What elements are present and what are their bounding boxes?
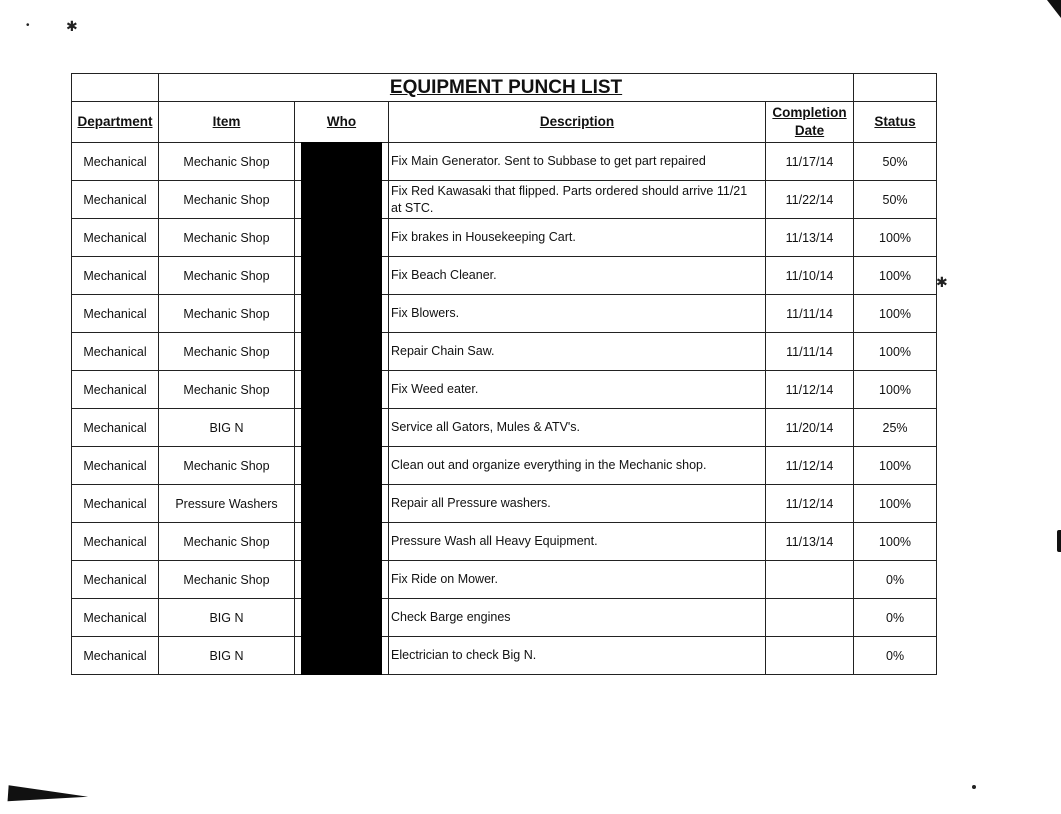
redaction-block bbox=[301, 446, 382, 485]
description-cell: Pressure Wash all Heavy Equipment. bbox=[389, 523, 766, 561]
department-cell: Mechanical bbox=[72, 561, 159, 599]
redaction-block bbox=[301, 370, 382, 409]
completion-date-cell: 11/12/14 bbox=[766, 447, 854, 485]
status-cell: 100% bbox=[854, 371, 937, 409]
status-cell: 100% bbox=[854, 219, 937, 257]
description-cell: Fix Red Kawasaki that flipped. Parts ordered should arrive 11/21 at STC. bbox=[389, 181, 766, 219]
redaction-block bbox=[301, 256, 382, 295]
completion-date-cell: 11/11/14 bbox=[766, 333, 854, 371]
item-cell: Mechanic Shop bbox=[159, 295, 295, 333]
scan-speck: ✱ bbox=[936, 274, 948, 290]
status-cell: 100% bbox=[854, 447, 937, 485]
scan-speck: • bbox=[26, 20, 30, 31]
title-blank-right bbox=[854, 74, 937, 102]
description-cell: Clean out and organize everything in the Mechanic shop. bbox=[389, 447, 766, 485]
who-cell bbox=[295, 599, 389, 637]
status-cell: 0% bbox=[854, 599, 937, 637]
item-cell: Mechanic Shop bbox=[159, 333, 295, 371]
scan-corner-mark bbox=[1047, 0, 1061, 18]
table-row bbox=[72, 219, 937, 257]
who-cell bbox=[295, 181, 389, 219]
status-cell: 100% bbox=[854, 523, 937, 561]
scan-speck: ✱ bbox=[66, 18, 78, 34]
table-row bbox=[72, 295, 937, 333]
department-cell: Mechanical bbox=[72, 333, 159, 371]
who-cell bbox=[295, 447, 389, 485]
item-cell: Mechanic Shop bbox=[159, 257, 295, 295]
redaction-block bbox=[301, 294, 382, 333]
description-cell: Fix brakes in Housekeeping Cart. bbox=[389, 219, 766, 257]
description-cell: Fix Blowers. bbox=[389, 295, 766, 333]
item-cell: Mechanic Shop bbox=[159, 561, 295, 599]
punch-list-table bbox=[71, 73, 937, 675]
department-cell: Mechanical bbox=[72, 409, 159, 447]
status-cell: 25% bbox=[854, 409, 937, 447]
status-cell: 50% bbox=[854, 143, 937, 181]
status-cell: 100% bbox=[854, 295, 937, 333]
department-cell: Mechanical bbox=[72, 295, 159, 333]
title-row bbox=[72, 74, 937, 102]
table-row bbox=[72, 371, 937, 409]
redaction-block bbox=[301, 180, 382, 219]
header-who: Who bbox=[295, 102, 389, 143]
header-completion-line2: Date bbox=[794, 123, 825, 138]
table-row bbox=[72, 447, 937, 485]
item-cell: Mechanic Shop bbox=[159, 371, 295, 409]
header-department: Department bbox=[72, 102, 159, 143]
department-cell: Mechanical bbox=[72, 599, 159, 637]
item-cell: BIG N bbox=[159, 599, 295, 637]
completion-date-cell: 11/17/14 bbox=[766, 143, 854, 181]
status-cell: 0% bbox=[854, 637, 937, 675]
status-cell: 0% bbox=[854, 561, 937, 599]
redaction-block bbox=[301, 484, 382, 523]
title-blank-left bbox=[72, 74, 159, 102]
department-cell: Mechanical bbox=[72, 371, 159, 409]
description-cell: Fix Ride on Mower. bbox=[389, 561, 766, 599]
table-row bbox=[72, 599, 937, 637]
who-cell bbox=[295, 295, 389, 333]
redaction-block bbox=[301, 636, 382, 675]
item-cell: Mechanic Shop bbox=[159, 523, 295, 561]
table-row bbox=[72, 409, 937, 447]
department-cell: Mechanical bbox=[72, 447, 159, 485]
completion-date-cell: 11/10/14 bbox=[766, 257, 854, 295]
who-cell bbox=[295, 561, 389, 599]
header-description: Description bbox=[389, 102, 766, 143]
table-row bbox=[72, 561, 937, 599]
completion-date-cell: 11/20/14 bbox=[766, 409, 854, 447]
table-row bbox=[72, 333, 937, 371]
table-row bbox=[72, 637, 937, 675]
status-cell: 100% bbox=[854, 485, 937, 523]
redaction-block bbox=[301, 598, 382, 637]
description-cell: Service all Gators, Mules & ATV's. bbox=[389, 409, 766, 447]
completion-date-cell: 11/11/14 bbox=[766, 295, 854, 333]
table-row bbox=[72, 485, 937, 523]
who-cell bbox=[295, 409, 389, 447]
item-cell: Mechanic Shop bbox=[159, 447, 295, 485]
redaction-block bbox=[301, 522, 382, 561]
completion-date-cell bbox=[766, 561, 854, 599]
redaction-block bbox=[301, 408, 382, 447]
status-cell: 100% bbox=[854, 333, 937, 371]
table-row bbox=[72, 257, 937, 295]
department-cell: Mechanical bbox=[72, 257, 159, 295]
table-row bbox=[72, 523, 937, 561]
department-cell: Mechanical bbox=[72, 523, 159, 561]
header-completion-date bbox=[766, 102, 854, 143]
description-cell: Repair Chain Saw. bbox=[389, 333, 766, 371]
completion-date-cell bbox=[766, 599, 854, 637]
department-cell: Mechanical bbox=[72, 485, 159, 523]
item-cell: BIG N bbox=[159, 637, 295, 675]
who-cell bbox=[295, 485, 389, 523]
who-cell bbox=[295, 333, 389, 371]
completion-date-cell bbox=[766, 637, 854, 675]
who-cell bbox=[295, 637, 389, 675]
completion-date-cell: 11/22/14 bbox=[766, 181, 854, 219]
who-cell bbox=[295, 143, 389, 181]
header-status: Status bbox=[854, 102, 937, 143]
item-cell: Mechanic Shop bbox=[159, 219, 295, 257]
item-cell: BIG N bbox=[159, 409, 295, 447]
header-row bbox=[72, 102, 937, 143]
department-cell: Mechanical bbox=[72, 143, 159, 181]
scan-edge-mark bbox=[1057, 530, 1061, 552]
completion-date-cell: 11/12/14 bbox=[766, 485, 854, 523]
description-cell: Fix Main Generator. Sent to Subbase to get part repaired bbox=[389, 143, 766, 181]
completion-date-cell: 11/13/14 bbox=[766, 219, 854, 257]
department-cell: Mechanical bbox=[72, 637, 159, 675]
department-cell: Mechanical bbox=[72, 181, 159, 219]
who-cell bbox=[295, 371, 389, 409]
header-item: Item bbox=[159, 102, 295, 143]
status-cell: 50% bbox=[854, 181, 937, 219]
item-cell: Mechanic Shop bbox=[159, 181, 295, 219]
description-cell: Fix Beach Cleaner. bbox=[389, 257, 766, 295]
item-cell: Mechanic Shop bbox=[159, 143, 295, 181]
redaction-block bbox=[301, 332, 382, 371]
completion-date-cell: 11/12/14 bbox=[766, 371, 854, 409]
completion-date-cell: 11/13/14 bbox=[766, 523, 854, 561]
scan-dot bbox=[972, 785, 976, 789]
department-cell: Mechanical bbox=[72, 219, 159, 257]
description-cell: Fix Weed eater. bbox=[389, 371, 766, 409]
description-cell: Check Barge engines bbox=[389, 599, 766, 637]
who-cell bbox=[295, 257, 389, 295]
item-cell: Pressure Washers bbox=[159, 485, 295, 523]
redaction-block bbox=[301, 218, 382, 257]
status-cell: 100% bbox=[854, 257, 937, 295]
who-cell bbox=[295, 523, 389, 561]
who-cell bbox=[295, 219, 389, 257]
scan-wedge-mark bbox=[8, 785, 89, 807]
table-row bbox=[72, 143, 937, 181]
page-title: EQUIPMENT PUNCH LIST bbox=[159, 74, 854, 102]
description-cell: Electrician to check Big N. bbox=[389, 637, 766, 675]
redaction-block bbox=[301, 560, 382, 599]
redaction-block bbox=[301, 142, 382, 181]
table-row bbox=[72, 181, 937, 219]
header-completion-line1: Completion bbox=[772, 105, 847, 120]
description-cell: Repair all Pressure washers. bbox=[389, 485, 766, 523]
